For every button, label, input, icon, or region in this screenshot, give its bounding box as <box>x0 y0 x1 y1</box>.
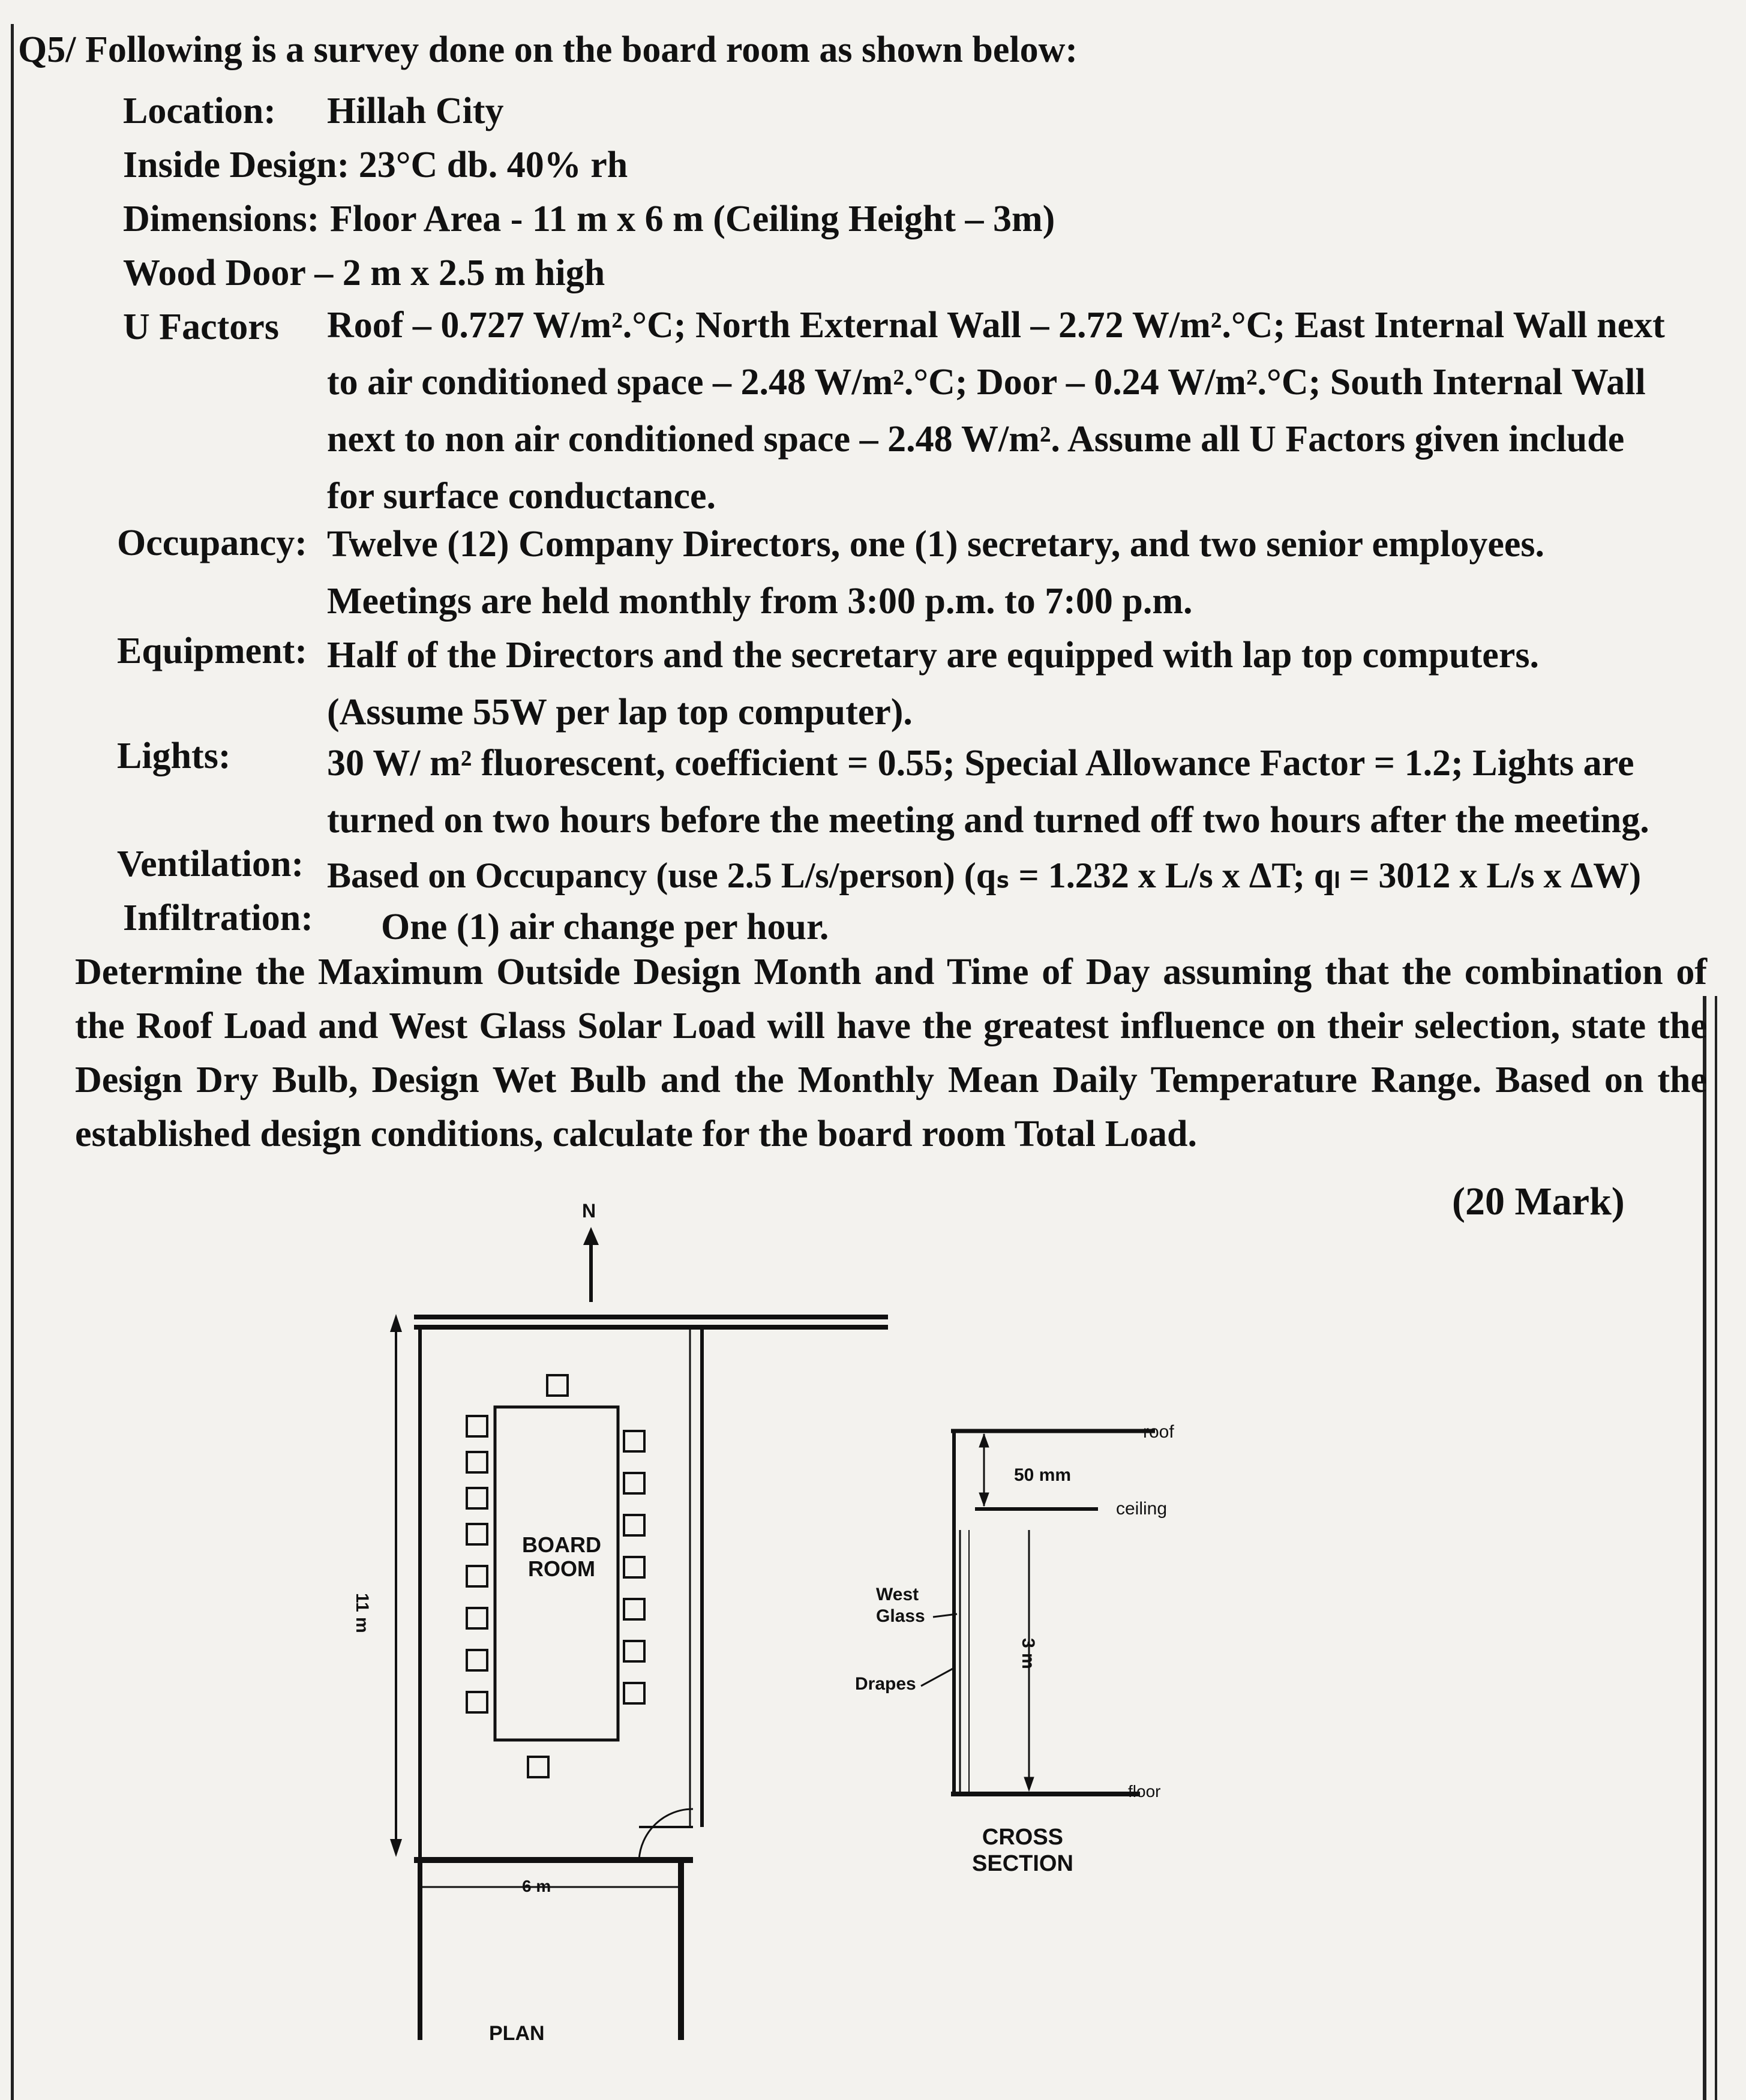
door <box>639 1809 693 1860</box>
west-glass-label <box>876 1584 925 1627</box>
occupancy-value: Twelve (12) Company Directors, one (1) secretary, and two senior employees. Meetings are held monthly from 3:00 p.m. to 7:00 p.m. <box>327 524 1544 622</box>
question-heading: Q5/ Following is a survey done on the board room as shown below: <box>18 29 1078 70</box>
infiltration-value: One (1) air change per hour. <box>381 907 829 947</box>
north-wall <box>414 1317 888 1327</box>
equipment-label: Equipment: <box>117 631 307 671</box>
chairs-left <box>467 1416 487 1712</box>
floor-plan-and-section <box>0 1170 1746 2100</box>
infiltration-label: Infiltration: <box>123 898 313 938</box>
chair-head-south <box>528 1757 548 1777</box>
height-label: 3 m <box>1018 1638 1038 1669</box>
board-room-line-2: ROOM <box>528 1556 595 1581</box>
west-glass-line-1: West <box>876 1585 919 1604</box>
dimensions-value: Floor Area - 11 m x 6 m (Ceiling Height – 3m) <box>330 199 1055 239</box>
drapes-label: Drapes <box>855 1674 916 1694</box>
north-label: N <box>582 1200 596 1222</box>
inside-design: Inside Design: 23°C db. 40% rh <box>123 145 628 185</box>
wood-door: Wood Door – 2 m x 2.5 m high <box>123 253 605 293</box>
ventilation-label: Ventilation: <box>117 844 304 884</box>
location-label: Location: <box>123 91 276 131</box>
dimensions-label: Dimensions: <box>123 199 320 239</box>
roof-label: roof <box>1143 1422 1174 1442</box>
u-factors-label: U Factors <box>123 307 279 347</box>
gap-label: 50 mm <box>1014 1465 1072 1485</box>
board-room-label <box>522 1533 601 1581</box>
u-factors-value: Roof – 0.727 W/m².°C; North External Wall – 2.72 W/m².°C; East Internal Wall next to air conditioned space – 2.48 W/m².°C; Door – 0.24 W/m².°C; South Internal Wall next to non air conditioned space – 2.48 W/m². Assume all U Factors given include for surface conductance. <box>327 305 1665 517</box>
room-walls <box>414 1325 702 2040</box>
board-room-line-1: BOARD <box>522 1532 601 1557</box>
cross-section-line-2: SECTION <box>972 1851 1073 1876</box>
equipment-value: Half of the Directors and the secretary are equipped with lap top computers. (Assume 55W per lap top computer). <box>327 635 1539 733</box>
ventilation-value: Based on Occupancy (use 2.5 L/s/person) (qₛ = 1.232 x L/s x ΔT; qₗ = 3012 x L/s x ΔW) <box>327 856 1642 895</box>
task-paragraph: Determine the Maximum Outside Design Month and Time of Day assuming that the combination of the Roof Load and West Glass Solar Load will have the greatest influence on their selection, state the Design Dry Bulb, Design Wet Bulb and the Monthly Mean Daily Temperature Range. Based on the established design conditions, calculate for the board room Total Load. <box>75 952 1707 1154</box>
ceiling-label: ceiling <box>1116 1499 1168 1519</box>
location-value: Hillah City <box>327 91 504 131</box>
cross-section-label <box>972 1824 1073 1877</box>
length-dimension <box>390 1314 402 1857</box>
occupancy-label: Occupancy: <box>117 523 307 563</box>
plan-label: PLAN <box>489 2022 545 2045</box>
chairs-right <box>624 1431 644 1703</box>
north-arrow <box>583 1227 599 1302</box>
floor-label: floor <box>1128 1782 1161 1801</box>
lights-label: Lights: <box>117 736 231 776</box>
marks: (20 Mark) <box>1452 1180 1625 1223</box>
diagram-svg <box>0 1170 1746 2100</box>
lights-value: 30 W/ m² fluorescent, coefficient = 0.55; Special Allowance Factor = 1.2; Lights are turned on two hours before the meeting and turned off two hours after the meeting. <box>327 743 1649 841</box>
chair-head-north <box>547 1375 568 1396</box>
width-label: 6 m <box>522 1877 551 1895</box>
west-glass-line-2: Glass <box>876 1606 925 1626</box>
cross-section-line-1: CROSS <box>982 1825 1064 1850</box>
length-label: 11 m <box>352 1593 372 1633</box>
